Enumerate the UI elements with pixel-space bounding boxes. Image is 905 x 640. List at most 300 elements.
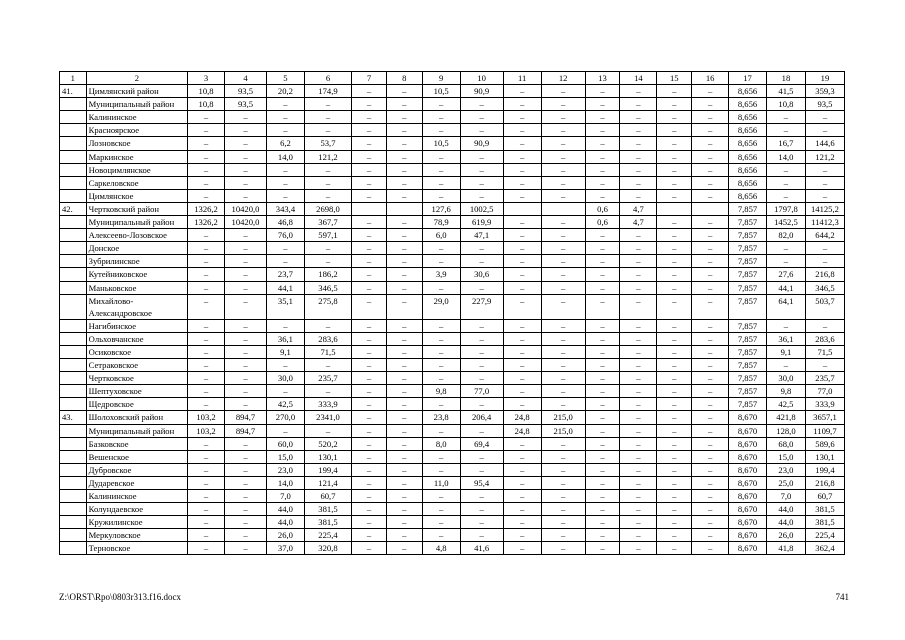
value-cell: –	[657, 385, 692, 398]
header-cell: 14	[620, 72, 657, 85]
value-cell: –	[267, 176, 305, 189]
value-cell: –	[503, 529, 541, 542]
value-cell: –	[188, 345, 225, 358]
value-cell: –	[188, 111, 225, 124]
value-cell: 320,8	[304, 542, 351, 555]
header-cell: 7	[352, 72, 387, 85]
row-name: Колундаевское	[86, 503, 187, 516]
value-cell: –	[585, 85, 620, 98]
table-row	[60, 437, 845, 450]
value-cell: 41,5	[766, 85, 805, 98]
value-cell: –	[304, 359, 351, 372]
value-cell: 10,8	[188, 98, 225, 111]
value-cell: 4,7	[620, 216, 657, 229]
value-cell: –	[541, 163, 585, 176]
value-cell: 121,2	[304, 150, 351, 163]
value-cell: –	[692, 176, 729, 189]
value-cell: –	[224, 163, 266, 176]
value-cell: 894,7	[224, 411, 266, 424]
value-cell: –	[503, 345, 541, 358]
value-cell: –	[620, 385, 657, 398]
value-cell: –	[692, 332, 729, 345]
value-cell: –	[352, 281, 387, 294]
value-cell: 235,7	[805, 372, 844, 385]
value-cell: –	[386, 163, 422, 176]
value-cell: –	[503, 216, 541, 229]
value-cell: –	[386, 111, 422, 124]
table-row	[60, 202, 845, 215]
value-cell: –	[620, 176, 657, 189]
value-cell: –	[224, 490, 266, 503]
row-number	[60, 542, 87, 555]
value-cell: 1326,2	[188, 216, 225, 229]
value-cell: 343,4	[267, 202, 305, 215]
value-cell: –	[541, 463, 585, 476]
row-name: Сетраковское	[86, 359, 187, 372]
value-cell: –	[585, 542, 620, 555]
value-cell: –	[503, 503, 541, 516]
value-cell: –	[386, 542, 422, 555]
row-name: Ольховчанское	[86, 332, 187, 345]
value-cell	[692, 202, 729, 215]
value-cell: –	[620, 516, 657, 529]
table-row	[60, 345, 845, 358]
value-cell: 3657,1	[805, 411, 844, 424]
value-cell: –	[460, 372, 503, 385]
value-cell: –	[620, 137, 657, 150]
value-cell: –	[657, 398, 692, 411]
value-cell: 199,4	[805, 463, 844, 476]
value-cell: –	[585, 359, 620, 372]
value-cell: –	[657, 411, 692, 424]
value-cell: –	[657, 542, 692, 555]
value-cell: 130,1	[304, 450, 351, 463]
value-cell: –	[585, 255, 620, 268]
value-cell: –	[620, 529, 657, 542]
value-cell: 77,0	[460, 385, 503, 398]
value-cell: –	[352, 490, 387, 503]
value-cell: –	[503, 359, 541, 372]
value-cell: –	[585, 463, 620, 476]
header-cell: 10	[460, 72, 503, 85]
row-number	[60, 294, 87, 319]
row-number	[60, 476, 87, 489]
row-number	[60, 98, 87, 111]
value-cell: 7,857	[729, 294, 767, 319]
header-cell: 19	[805, 72, 844, 85]
value-cell: –	[766, 242, 805, 255]
value-cell: 644,2	[805, 229, 844, 242]
value-cell: –	[657, 216, 692, 229]
value-cell: 44,0	[766, 516, 805, 529]
value-cell: –	[692, 411, 729, 424]
header-cell: 9	[422, 72, 460, 85]
value-cell: –	[460, 398, 503, 411]
value-cell: –	[766, 189, 805, 202]
value-cell: 1109,7	[805, 424, 844, 437]
value-cell: 53,7	[304, 137, 351, 150]
value-cell: –	[766, 163, 805, 176]
value-cell: 894,7	[224, 424, 266, 437]
value-cell: 8,656	[729, 85, 767, 98]
value-cell: 1326,2	[188, 202, 225, 215]
value-cell: –	[422, 242, 460, 255]
value-cell: –	[585, 516, 620, 529]
value-cell: –	[224, 150, 266, 163]
value-cell: –	[224, 332, 266, 345]
value-cell: –	[188, 359, 225, 372]
value-cell: –	[386, 268, 422, 281]
value-cell: 235,7	[304, 372, 351, 385]
row-name: Терновское	[86, 542, 187, 555]
row-name: Осиковское	[86, 345, 187, 358]
value-cell: 36,1	[267, 332, 305, 345]
value-cell: –	[585, 503, 620, 516]
value-cell: –	[422, 516, 460, 529]
value-cell: 121,2	[805, 150, 844, 163]
value-cell: –	[585, 411, 620, 424]
value-cell: 381,5	[805, 503, 844, 516]
value-cell: –	[692, 398, 729, 411]
value-cell: –	[188, 319, 225, 332]
value-cell: 10420,0	[224, 216, 266, 229]
value-cell: –	[422, 189, 460, 202]
value-cell: 333,9	[304, 398, 351, 411]
value-cell: 42,5	[267, 398, 305, 411]
value-cell: 7,857	[729, 319, 767, 332]
value-cell: –	[188, 229, 225, 242]
value-cell: –	[422, 372, 460, 385]
value-cell: 6,0	[422, 229, 460, 242]
value-cell: –	[503, 450, 541, 463]
table-row	[60, 450, 845, 463]
row-number	[60, 345, 87, 358]
value-cell: 35,1	[267, 294, 305, 319]
value-cell: 8,656	[729, 111, 767, 124]
value-cell: –	[304, 111, 351, 124]
row-number	[60, 332, 87, 345]
row-name: Маркинское	[86, 150, 187, 163]
value-cell: –	[503, 542, 541, 555]
value-cell: –	[620, 294, 657, 319]
value-cell: 23,0	[766, 463, 805, 476]
value-cell: –	[304, 189, 351, 202]
value-cell: 597,1	[304, 229, 351, 242]
value-cell: –	[657, 424, 692, 437]
value-cell: –	[304, 385, 351, 398]
value-cell: 103,2	[188, 424, 225, 437]
value-cell: 333,9	[805, 398, 844, 411]
value-cell: –	[541, 176, 585, 189]
value-cell: –	[460, 345, 503, 358]
value-cell: –	[585, 137, 620, 150]
value-cell: 14125,2	[805, 202, 844, 215]
value-cell: –	[620, 255, 657, 268]
value-cell: –	[224, 529, 266, 542]
value-cell: –	[503, 150, 541, 163]
value-cell: –	[386, 98, 422, 111]
value-cell: 275,8	[304, 294, 351, 319]
value-cell: 8,656	[729, 137, 767, 150]
value-cell: –	[541, 111, 585, 124]
value-cell: 8,670	[729, 503, 767, 516]
value-cell: –	[188, 529, 225, 542]
header-cell: 13	[585, 72, 620, 85]
value-cell: –	[692, 476, 729, 489]
row-number: 43.	[60, 411, 87, 424]
value-cell: –	[386, 281, 422, 294]
value-cell: 29,0	[422, 294, 460, 319]
value-cell: –	[692, 516, 729, 529]
value-cell: 44,0	[267, 503, 305, 516]
value-cell: –	[692, 345, 729, 358]
value-cell: 9,8	[766, 385, 805, 398]
value-cell: –	[692, 359, 729, 372]
row-name: Лозновское	[86, 137, 187, 150]
value-cell: 24,8	[503, 411, 541, 424]
value-cell: –	[692, 463, 729, 476]
value-cell: –	[620, 424, 657, 437]
value-cell: 227,9	[460, 294, 503, 319]
value-cell: –	[386, 332, 422, 345]
header-cell: 4	[224, 72, 266, 85]
value-cell: 128,0	[766, 424, 805, 437]
value-cell: –	[267, 111, 305, 124]
value-cell: 7,857	[729, 372, 767, 385]
table-row	[60, 137, 845, 150]
value-cell: –	[541, 85, 585, 98]
value-cell: –	[224, 385, 266, 398]
value-cell: –	[692, 255, 729, 268]
value-cell: –	[188, 189, 225, 202]
value-cell: –	[460, 490, 503, 503]
value-cell: –	[386, 411, 422, 424]
header-cell: 18	[766, 72, 805, 85]
value-cell: –	[224, 176, 266, 189]
value-cell: –	[657, 189, 692, 202]
value-cell: –	[620, 229, 657, 242]
value-cell: 10,5	[422, 137, 460, 150]
value-cell: –	[386, 424, 422, 437]
value-cell: –	[386, 398, 422, 411]
value-cell: –	[352, 111, 387, 124]
value-cell: 77,0	[805, 385, 844, 398]
table-row	[60, 176, 845, 189]
value-cell: –	[585, 372, 620, 385]
value-cell: –	[267, 242, 305, 255]
table-row	[60, 359, 845, 372]
value-cell: 64,1	[766, 294, 805, 319]
value-cell: –	[224, 189, 266, 202]
header-cell: 17	[729, 72, 767, 85]
value-cell: 8,670	[729, 450, 767, 463]
table-row	[60, 319, 845, 332]
value-cell: –	[267, 124, 305, 137]
table-row	[60, 542, 845, 555]
value-cell: –	[692, 281, 729, 294]
value-cell: –	[386, 124, 422, 137]
value-cell: –	[460, 516, 503, 529]
value-cell: 270,0	[267, 411, 305, 424]
value-cell: –	[352, 255, 387, 268]
value-cell: –	[386, 294, 422, 319]
value-cell: 23,8	[422, 411, 460, 424]
value-cell: –	[766, 359, 805, 372]
header-cell: 12	[541, 72, 585, 85]
value-cell	[541, 202, 585, 215]
row-name: Меркуловское	[86, 529, 187, 542]
value-cell: 15,0	[267, 450, 305, 463]
row-name: Дударевское	[86, 476, 187, 489]
value-cell: 7,857	[729, 332, 767, 345]
row-name: Донское	[86, 242, 187, 255]
value-cell: 93,5	[805, 98, 844, 111]
value-cell: 225,4	[805, 529, 844, 542]
row-name: Базковское	[86, 437, 187, 450]
value-cell: 26,0	[267, 529, 305, 542]
value-cell: –	[503, 189, 541, 202]
row-name: Вешенское	[86, 450, 187, 463]
value-cell: 130,1	[805, 450, 844, 463]
value-cell: –	[805, 242, 844, 255]
value-cell: –	[188, 268, 225, 281]
value-cell: –	[188, 476, 225, 489]
row-number	[60, 450, 87, 463]
value-cell: –	[657, 163, 692, 176]
value-cell: 71,5	[304, 345, 351, 358]
value-cell: –	[422, 359, 460, 372]
header-cell: 6	[304, 72, 351, 85]
value-cell: 7,857	[729, 345, 767, 358]
value-cell: 60,7	[805, 490, 844, 503]
value-cell: –	[620, 242, 657, 255]
value-cell: –	[267, 319, 305, 332]
value-cell: –	[585, 268, 620, 281]
value-cell: –	[620, 398, 657, 411]
value-cell: –	[422, 463, 460, 476]
value-cell: –	[657, 490, 692, 503]
value-cell: –	[460, 98, 503, 111]
value-cell: 42,5	[766, 398, 805, 411]
value-cell: –	[541, 372, 585, 385]
value-cell: 2341,0	[304, 411, 351, 424]
value-cell: –	[352, 385, 387, 398]
value-cell: –	[188, 490, 225, 503]
value-cell: 10,5	[422, 85, 460, 98]
value-cell: –	[352, 398, 387, 411]
row-number	[60, 398, 87, 411]
value-cell: –	[541, 490, 585, 503]
value-cell: –	[692, 111, 729, 124]
value-cell: 11,0	[422, 476, 460, 489]
value-cell: –	[541, 98, 585, 111]
value-cell: –	[585, 437, 620, 450]
table-row	[60, 216, 845, 229]
value-cell: –	[460, 111, 503, 124]
value-cell: 10420,0	[224, 202, 266, 215]
value-cell: –	[503, 476, 541, 489]
table-row	[60, 124, 845, 137]
row-name: Саркеловское	[86, 176, 187, 189]
value-cell: –	[386, 359, 422, 372]
value-cell: –	[352, 137, 387, 150]
value-cell: –	[422, 345, 460, 358]
value-cell: –	[541, 319, 585, 332]
value-cell: –	[585, 319, 620, 332]
value-cell: –	[460, 176, 503, 189]
table-row	[60, 385, 845, 398]
value-cell: –	[224, 345, 266, 358]
value-cell: 8,656	[729, 124, 767, 137]
value-cell: 8,670	[729, 542, 767, 555]
table-row	[60, 529, 845, 542]
value-cell: –	[304, 176, 351, 189]
value-cell: 7,857	[729, 281, 767, 294]
value-cell: –	[422, 424, 460, 437]
value-cell: –	[386, 437, 422, 450]
value-cell: –	[585, 345, 620, 358]
value-cell: –	[657, 529, 692, 542]
value-cell: –	[620, 85, 657, 98]
value-cell: 71,5	[805, 345, 844, 358]
value-cell: –	[541, 529, 585, 542]
value-cell: –	[422, 176, 460, 189]
value-cell: –	[805, 124, 844, 137]
value-cell: 37,0	[267, 542, 305, 555]
value-cell: 7,857	[729, 385, 767, 398]
row-name: Красноярское	[86, 124, 187, 137]
value-cell: –	[224, 229, 266, 242]
value-cell: 82,0	[766, 229, 805, 242]
row-number	[60, 111, 87, 124]
value-cell: 27,6	[766, 268, 805, 281]
value-cell: 69,4	[460, 437, 503, 450]
value-cell: –	[620, 124, 657, 137]
value-cell: –	[503, 229, 541, 242]
value-cell: –	[657, 294, 692, 319]
value-cell: –	[657, 255, 692, 268]
value-cell: 121,4	[304, 476, 351, 489]
table-row	[60, 85, 845, 98]
value-cell: 8,656	[729, 163, 767, 176]
row-number	[60, 189, 87, 202]
value-cell: –	[503, 319, 541, 332]
table-row	[60, 150, 845, 163]
value-cell: –	[585, 111, 620, 124]
value-cell: –	[620, 189, 657, 202]
value-cell: 2698,0	[304, 202, 351, 215]
value-cell: –	[503, 124, 541, 137]
value-cell: –	[541, 359, 585, 372]
value-cell: 225,4	[304, 529, 351, 542]
value-cell: 8,670	[729, 463, 767, 476]
value-cell: –	[352, 150, 387, 163]
row-number	[60, 463, 87, 476]
value-cell: –	[224, 268, 266, 281]
value-cell: –	[304, 255, 351, 268]
value-cell: –	[766, 176, 805, 189]
value-cell: –	[422, 529, 460, 542]
value-cell: –	[585, 332, 620, 345]
value-cell: –	[541, 516, 585, 529]
value-cell: –	[188, 450, 225, 463]
value-cell: –	[188, 503, 225, 516]
value-cell: –	[657, 268, 692, 281]
value-cell: –	[585, 529, 620, 542]
value-cell: –	[541, 345, 585, 358]
value-cell: 10,8	[766, 98, 805, 111]
value-cell: –	[692, 372, 729, 385]
